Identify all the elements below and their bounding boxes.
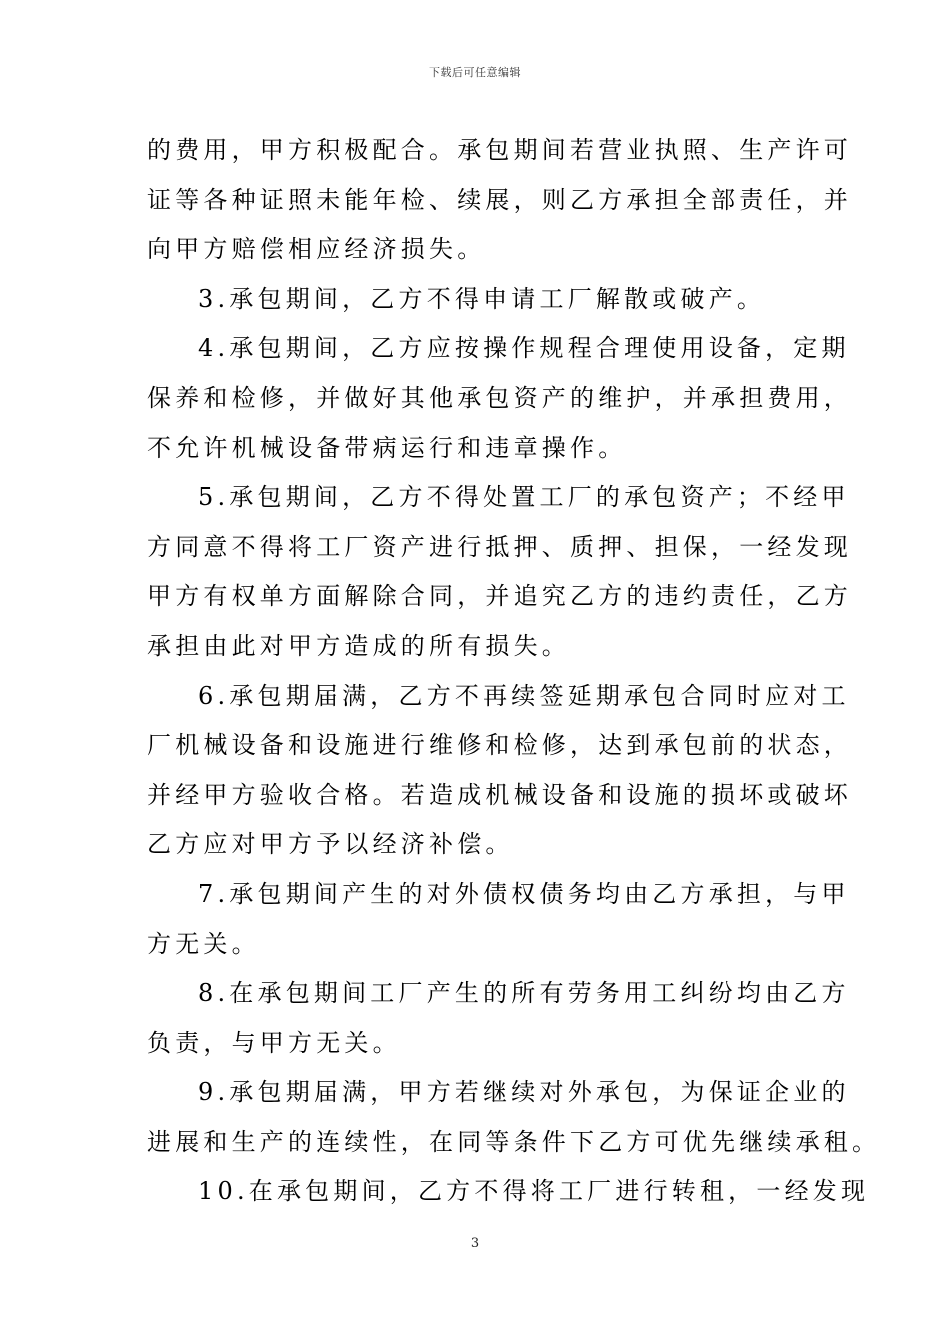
text-line: 方无关。 [147,929,260,958]
document-body [147,126,881,1217]
page-header: 下载后可任意编辑 [429,66,521,79]
clause-3: 3.承包期间，乙方不得申请工厂解散或破产。 [198,284,766,313]
clause-6: 6.承包期届满，乙方不再续签延期承包合同时应对工 [198,681,850,710]
text-line: 的费用，甲方积极配合。承包期间若营业执照、生产许可 [147,136,852,164]
text-line: 甲方有权单方面解除合同，并追究乙方的违约责任，乙方 [147,582,852,611]
text-line: 不允许机械设备带病运行和违章操作。 [147,433,627,462]
text-line: 厂机械设备和设施进行维修和检修，达到承包前的状态， [147,731,852,760]
text-line: 进展和生产的连续性，在同等条件下乙方可优先继续承租。 [147,1127,881,1156]
clause-5: 5.承包期间，乙方不得处置工厂的承包资产；不经甲 [198,483,850,512]
clause-7: 7.承包期间产生的对外债权债务均由乙方承担，与甲 [198,879,850,908]
clause-4: 4.承包期间，乙方应按操作规程合理使用设备，定期 [198,334,850,363]
text-line: 向甲方赔偿相应经济损失。 [147,235,486,264]
text-line: 保养和检修，并做好其他承包资产的维护，并承担费用， [147,383,852,412]
text-line: 证等各种证照未能年检、续展，则乙方承担全部责任，并 [147,185,852,214]
clause-8: 8.在承包期间工厂产生的所有劳务用工纠纷均由乙方 [198,979,850,1008]
text-line: 并经甲方验收合格。若造成机械设备和设施的损坏或破坏 [147,780,852,809]
clause-9: 9.承包期届满，甲方若继续对外承包，为保证企业的 [198,1078,850,1107]
text-line: 承担由此对甲方造成的所有损失。 [147,631,570,660]
text-line: 负责，与甲方无关。 [147,1028,401,1057]
page-number: 3 [470,1236,480,1251]
clause-10: 10.在承包期间，乙方不得将工厂进行转租，一经发现 [198,1177,870,1206]
text-line: 乙方应对甲方予以经济补偿。 [147,830,514,859]
text-line: 方同意不得将工厂资产进行抵押、质押、担保，一经发现 [147,532,852,561]
